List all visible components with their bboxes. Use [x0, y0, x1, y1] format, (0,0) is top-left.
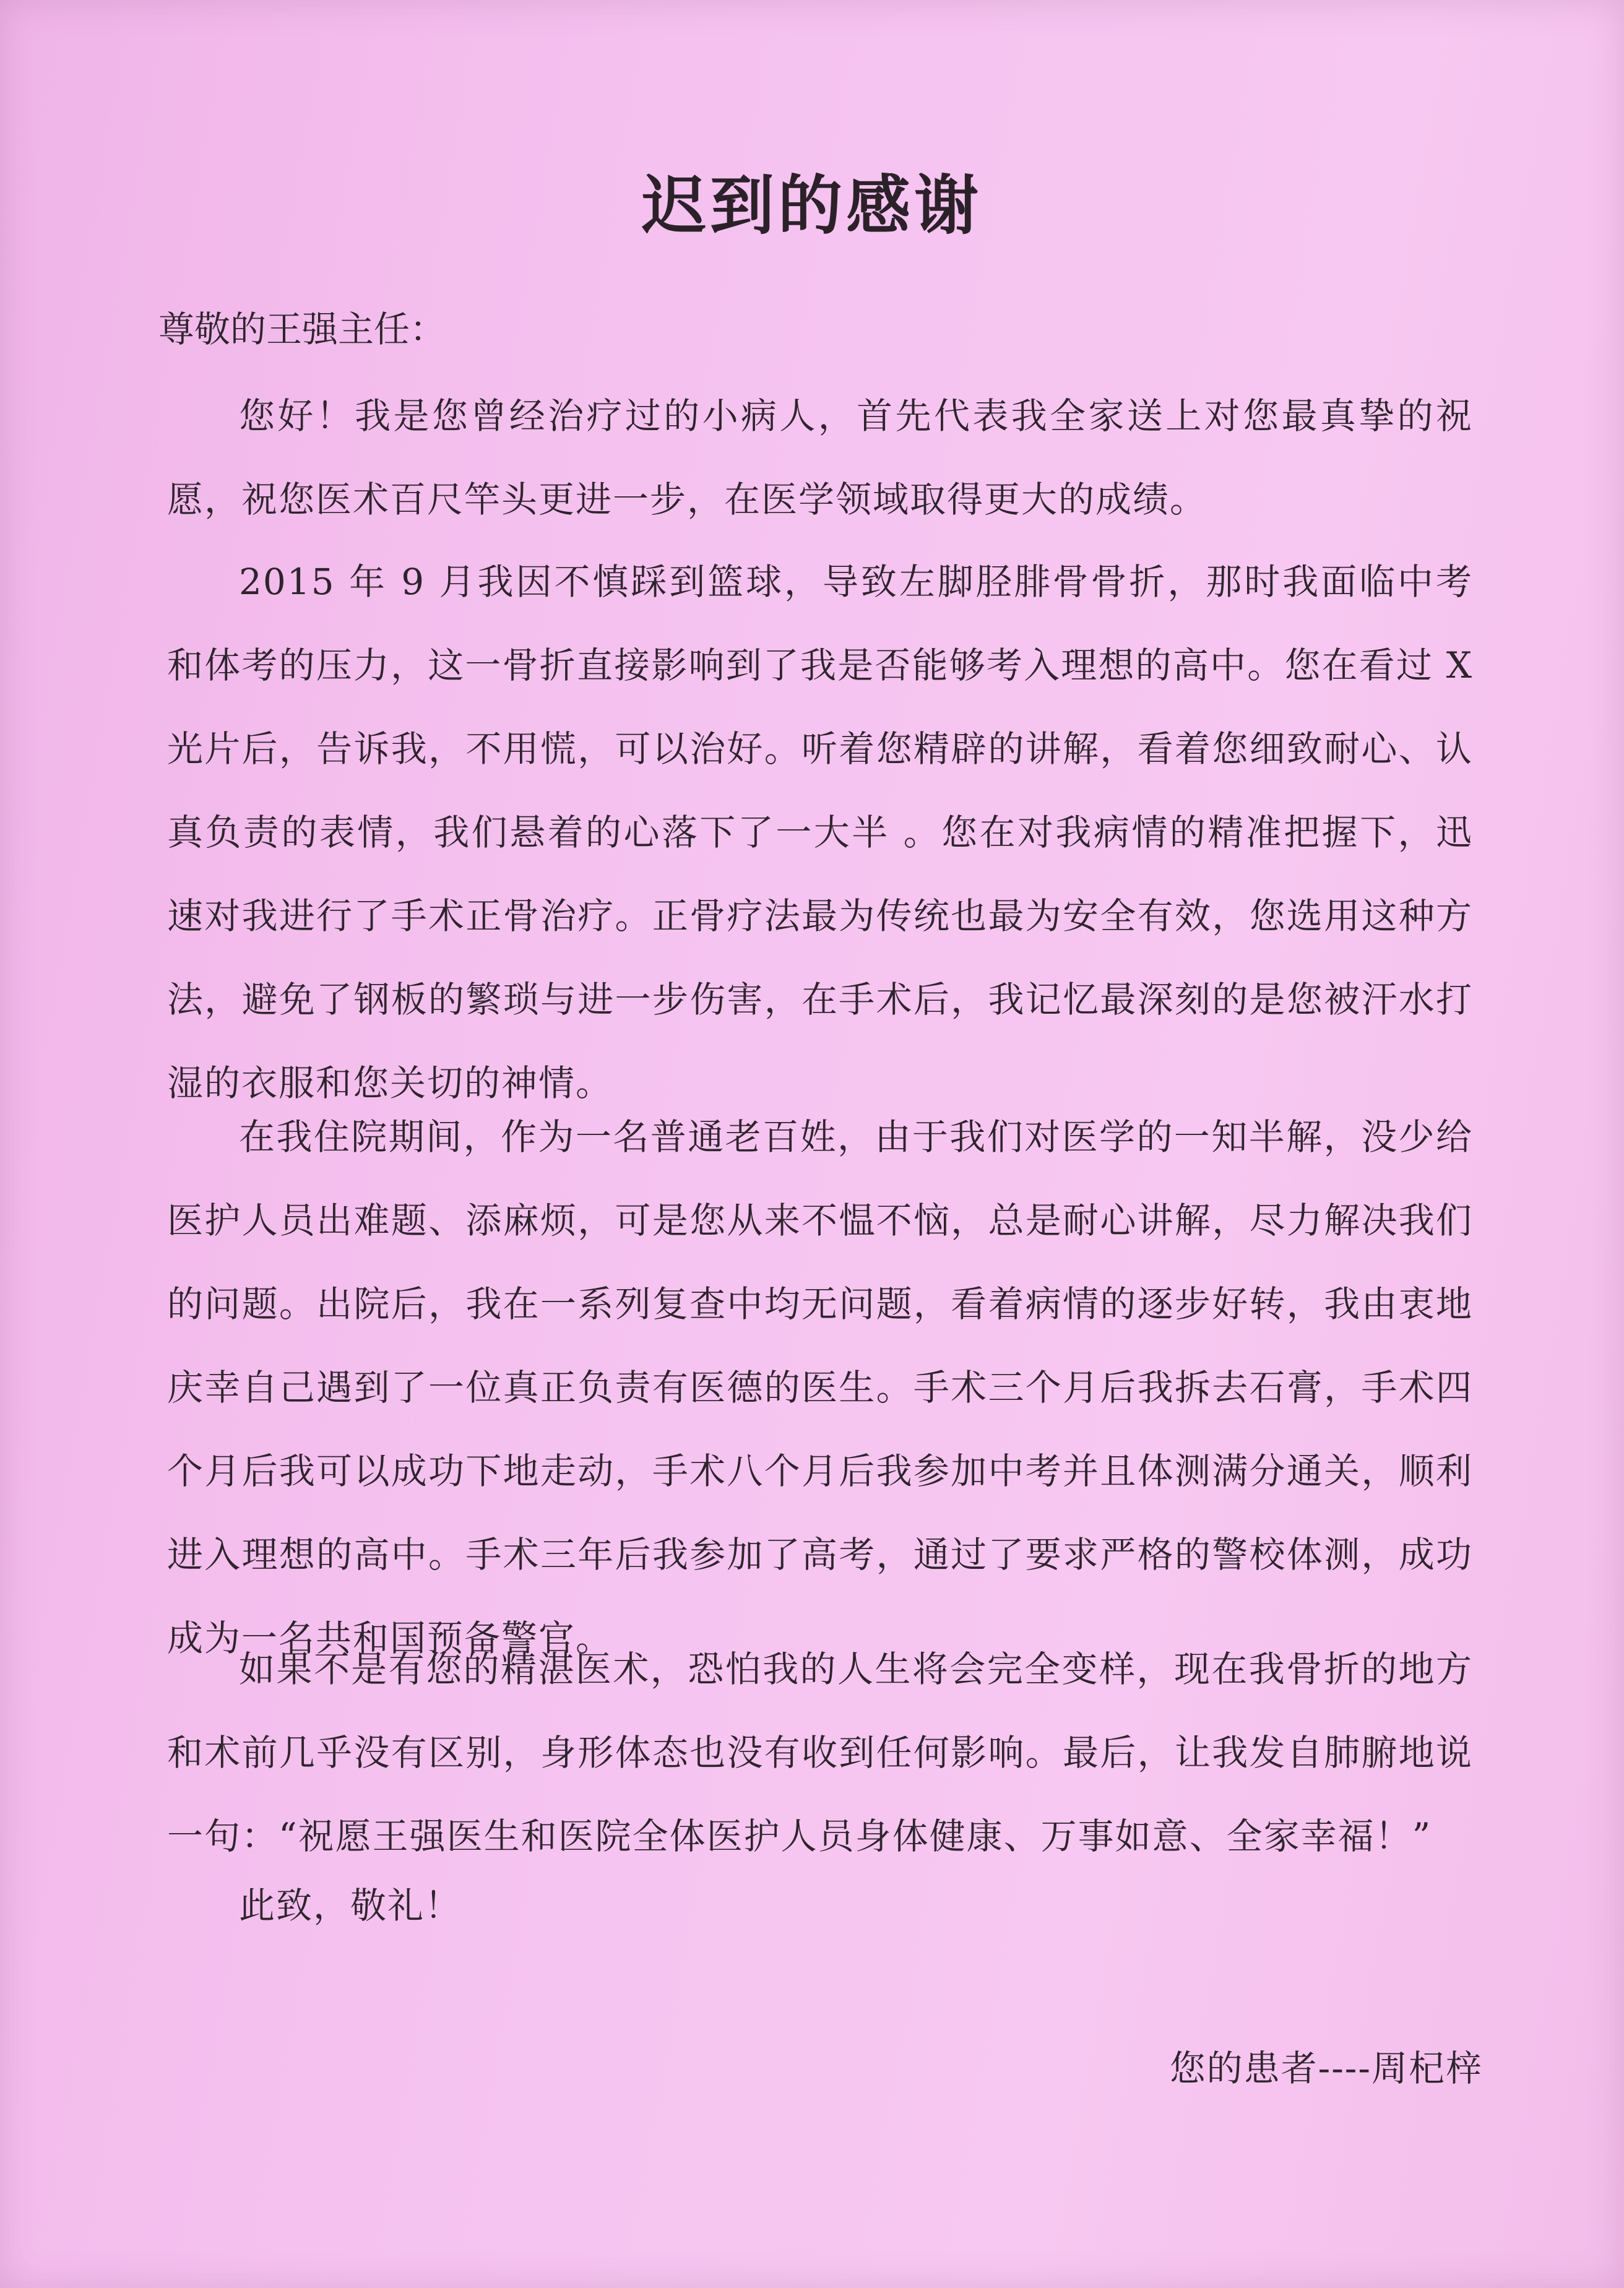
- letter-title: 迟到的感谢: [641, 167, 982, 243]
- paragraph-injury: 2015 年 9 月我因不慎踩到篮球，导致左脚胫腓骨骨折，那时我面临中考和体考的压力，这一骨折直接影响到了我是否能够考入理想的高中。您在看过 X 光片后，告诉我，不用慌，可以治好。听着您精辟的讲解，看着您细致耐心、认真负责的表情，我们悬着的心落下了一大半 。您在对我病情的精准把握下，迅速对我进行了手术正骨治疗。正骨疗法最为传统也最为安全有效，您选用这种方法，避免了钢板的繁琐与进一步伤害，在手术后，我记忆最深刻的是您被汗水打湿的衣服和您关切的神情。: [167, 561, 1473, 1104]
- signature-line: 您的患者----周杞梓: [1169, 2047, 1483, 2089]
- closing-line: 此致，敬礼！: [239, 1884, 462, 1927]
- salutation: 尊敬的王强主任：: [158, 308, 446, 350]
- paragraph-greeting: 您好！我是您曾经治疗过的小病人，首先代表我全家送上对您最真挚的祝愿，祝您医术百尺竿头更进一步，在医学领域取得更大的成绩。: [167, 395, 1473, 520]
- paragraph-recovery: 在我住院期间，作为一名普通老百姓，由于我们对医学的一知半解，没少给医护人员出难题、添麻烦，可是您从来不愠不恼，总是耐心讲解，尽力解决我们的问题。出院后，我在一系列复查中均无问题，看着病情的逐步好转，我由衷地庆幸自己遇到了一位真正负责有医德的医生。手术三个月后我拆去石膏，手术四个月后我可以成功下地走动，手术八个月后我参加中考并且体测满分通关，顺利进入理想的高中。手术三年后我参加了高考，通过了要求严格的警校体测，成功成为一名共和国预备警官。: [167, 1116, 1473, 1659]
- paragraph-gratitude: 如果不是有您的精湛医术，恐怕我的人生将会完全变样，现在我骨折的地方和术前几乎没有区别，身形体态也没有收到任何影响。最后，让我发自肺腑地说一句：“祝愿王强医生和医院全体医护人员身体健康、万事如意、全家幸福！”: [167, 1648, 1473, 1857]
